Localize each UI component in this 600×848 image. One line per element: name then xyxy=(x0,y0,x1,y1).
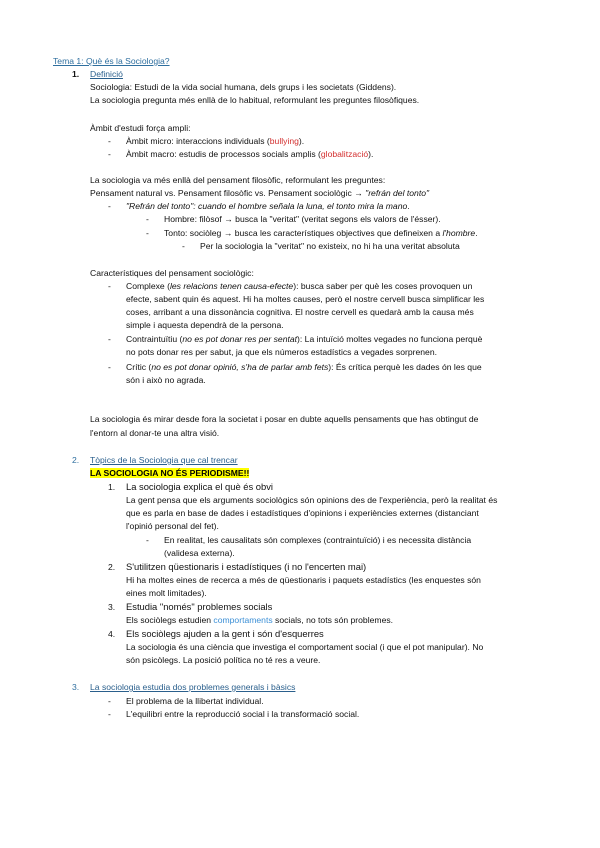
list-item-continuation: simple i aquesta dependrà de la persona. xyxy=(126,320,284,330)
list-item-micro xyxy=(126,135,304,147)
topic-title: S'utilitzen qüestionaris i estadístiques (i no l'encerten mai) xyxy=(126,561,367,572)
topic-text: són psicòlegs. La posició política no té res a veure. xyxy=(126,655,321,665)
list-item: L'equilibri entre la reproducció social i la transformació social. xyxy=(126,709,360,719)
bullet-dash: - xyxy=(146,535,149,545)
section-number: 2. xyxy=(72,455,80,465)
list-item-hombre: Hombre: filòsof → busca la "veritat" (veritat segons els valors de l'ésser). xyxy=(164,214,441,224)
refran-label: "refrán del tonto" xyxy=(365,188,430,198)
micro-highlight: bullying xyxy=(269,136,299,146)
critic-text-end: ): És crítica perquè les dades ón les que xyxy=(328,362,482,372)
list-item: El problema de la llibertat individual. xyxy=(126,696,264,706)
topic-subitem: En realitat, les causalitats són complexes (contraintuïció) i es necessita distància xyxy=(164,535,472,545)
complexe-text-end: ): busca saber per què les coses provoquen un xyxy=(293,281,473,291)
topic-text: eines molt limitades). xyxy=(126,588,207,598)
page-title[interactable]: Tema 1: Què és la Sociologia? xyxy=(53,56,170,66)
topic-text: La sociologia és una ciència que investiga el comportament social (i que el pot manipular). No xyxy=(126,642,484,652)
list-item-macro xyxy=(126,148,373,160)
paragraph-line xyxy=(90,187,429,199)
definition-label: Sociologia xyxy=(90,82,130,92)
list-item-tonto xyxy=(164,227,478,239)
list-item-refran xyxy=(126,200,410,212)
bullet-dash: - xyxy=(108,334,111,344)
macro-highlight: globalització xyxy=(320,149,369,159)
bullet-dash: - xyxy=(108,136,111,146)
list-item-continuation: són i això no agrada. xyxy=(126,375,206,385)
paragraph-line: l'entorn al donar-te una altra visió. xyxy=(90,428,220,438)
micro-text: Àmbit micro: interaccions individuals ( xyxy=(126,136,270,146)
micro-end: ). xyxy=(298,136,305,146)
definition-line xyxy=(90,81,396,93)
section-title-problemes[interactable]: La sociologia estudia dos problemes generals i bàsics xyxy=(90,682,296,692)
topic-title: Els sociòlegs ajuden a la gent i són d'esquerres xyxy=(126,628,324,639)
list-item-continuation: efecte, sabent quin és aquest. Hi ha moltes causes, però el nostre cervell busca simplificar les xyxy=(126,294,485,304)
bullet-dash: - xyxy=(108,201,111,211)
complexe-italic: les relacions tenen causa-efecte xyxy=(169,281,294,291)
bullet-dash: - xyxy=(182,241,185,251)
list-item-contraintuitiu xyxy=(126,333,482,345)
tonto-end: . xyxy=(475,228,478,238)
bullet-dash: - xyxy=(108,149,111,159)
paragraph-line: La sociologia va més enllà del pensament filosòfic, reformulant les preguntes: xyxy=(90,175,386,185)
list-item-critic xyxy=(126,361,482,373)
topic-subitem: (validesa externa). xyxy=(164,548,235,558)
topic-text: l'opinió personal del fet). xyxy=(126,521,219,531)
topic-text xyxy=(126,614,393,626)
item-number: 4. xyxy=(108,629,116,639)
comportaments-highlight: comportaments xyxy=(213,615,273,625)
complexe-text: Complexe ( xyxy=(126,281,170,291)
bullet-dash: - xyxy=(108,362,111,372)
refran-quote: "Refrán del tonto": cuando el hombre señala la luna, el tonto mira la mano xyxy=(126,201,408,211)
section-title-definicio[interactable]: Definició xyxy=(90,69,123,79)
critic-text: Crític ( xyxy=(126,362,152,372)
critic-italic: no es pot donar opinió, s'ha de parlar amb fets xyxy=(151,362,329,372)
topic-title: Estudia "només" problemes socials xyxy=(126,601,273,612)
section-number: 1. xyxy=(72,69,80,79)
bullet-dash: - xyxy=(108,709,111,719)
definition-text: : Estudi de la vida social humana, dels grups i les societats (Giddens). xyxy=(129,82,397,92)
contra-text-end: ): La intuïció moltes vegades no funciona perquè xyxy=(297,334,483,344)
comparison-text: Pensament natural vs. Pensament filosòfic vs. Pensament sociològic → xyxy=(90,188,366,198)
paragraph-line: Característiques del pensament sociològic: xyxy=(90,268,254,278)
bullet-dash: - xyxy=(146,228,149,238)
paragraph-line: La sociologia és mirar desde fora la societat i posar en dubte aquells pensaments que has obtingut de xyxy=(90,414,479,424)
paragraph-line: Àmbit d'estudi força ampli: xyxy=(90,123,191,133)
paragraph-line: La sociologia pregunta més enllà de lo habitual, reformulant les preguntes filosòfiques. xyxy=(90,95,420,105)
bullet-dash: - xyxy=(108,696,111,706)
list-item-continuation: no pots donar res per sabut, ja que els números estadístics a vegades sorprenen. xyxy=(126,347,437,357)
topic-text-part: socials, no tots són problemes. xyxy=(272,615,394,625)
item-number: 1. xyxy=(108,482,116,492)
macro-text: Àmbit macro: estudis de processos socials amplis ( xyxy=(126,149,321,159)
topic-text: La gent pensa que els arguments sociològics són opinions des de l'experiència, però la realitat és xyxy=(126,495,498,505)
item-number: 3. xyxy=(108,602,116,612)
item-number: 2. xyxy=(108,562,116,572)
refran-end: . xyxy=(407,201,410,211)
topic-title: La sociologia explica el què és obvi xyxy=(126,481,273,492)
topic-text-part: Els sociòlegs estudien xyxy=(126,615,214,625)
list-item-continuation: coses, arribant a una dissonància cognitiva. El nostre cervell es quedarà amb la causa més xyxy=(126,307,474,317)
bullet-dash: - xyxy=(146,214,149,224)
topic-text: Hi ha moltes eines de recerca a més de qüestionaris i paquets estadístics (les enquestes són xyxy=(126,575,481,585)
bullet-dash: - xyxy=(108,281,111,291)
section-title-topics[interactable]: Tòpics de la Sociologia que cal trencar xyxy=(90,455,238,465)
tonto-italic: l'hombre xyxy=(442,228,476,238)
list-item-veritat: Per la sociologia la "veritat" no existeix, no hi ha una veritat absoluta xyxy=(200,241,460,251)
topic-text: que es parla en base de dades i estadístiques d'opinions i experiències externes (distanciant xyxy=(126,508,479,518)
macro-end: ). xyxy=(368,149,374,159)
tonto-text: Tonto: sociòleg → busca les característiques objectives que defineixen a xyxy=(164,228,443,238)
contra-text: Contraintuïtiu ( xyxy=(126,334,183,344)
contra-italic: no es pot donar res per sentat xyxy=(182,334,298,344)
highlighted-warning xyxy=(90,467,249,479)
list-item-complexe xyxy=(126,280,472,292)
warning-text: LA SOCIOLOGIA NO ÉS PERIODISME!! xyxy=(90,468,250,478)
section-number: 3. xyxy=(72,682,80,692)
